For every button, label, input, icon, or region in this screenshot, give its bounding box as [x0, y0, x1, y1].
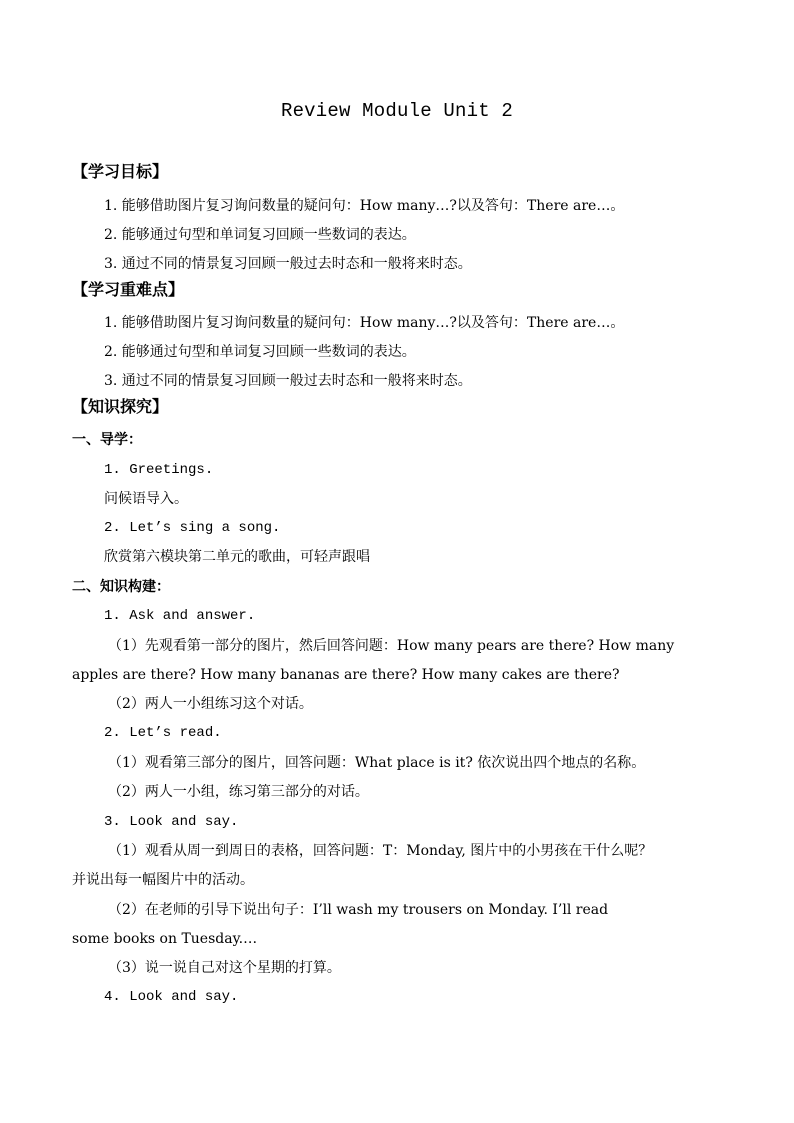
building-line: some books on Tuesday.…: [72, 931, 258, 947]
building-line: 并说出每一幅图片中的活动。: [72, 872, 254, 888]
building-line: 4. Look and say.: [104, 989, 239, 1005]
building-line: 3. Look and say.: [104, 814, 239, 830]
building-line: apples are there? How many bananas are there? How many cakes are there?: [72, 667, 620, 683]
objective-item: 3. 通过不同的情景复习回顾一般过去时态和一般将来时态。: [104, 256, 472, 272]
key-point-item: 1. 能够借助图片复习询问数量的疑问句：How many…?以及答句：There are…。: [104, 315, 625, 331]
building-line: （1）观看第三部分的图片，回答问题：What place is it? 依次说出四个地点的名称。: [108, 755, 646, 771]
objective-item: 2. 能够通过句型和单词复习回顾一些数词的表达。: [104, 227, 416, 243]
section-heading-knowledge-exploration: 【知识探究】: [72, 397, 169, 416]
part-heading-knowledge-building: 二、知识构建：: [72, 579, 170, 595]
part-heading-guided-learning: 一、导学：: [72, 432, 142, 448]
key-point-item: 3. 通过不同的情景复习回顾一般过去时态和一般将来时态。: [104, 373, 472, 389]
section-heading-objectives: 【学习目标】: [72, 162, 169, 181]
building-line: 2. Let’s read.: [104, 725, 222, 741]
building-line: （2）两人一小组练习这个对话。: [108, 696, 313, 712]
building-line: （2）在老师的引导下说出句子：I’ll wash my trousers on Monday. I’ll read: [108, 902, 609, 918]
objective-item: 1. 能够借助图片复习询问数量的疑问句：How many…?以及答句：There are…。: [104, 198, 625, 214]
guided-line: 问候语导入。: [104, 491, 188, 507]
building-line: 1. Ask and answer.: [104, 608, 256, 624]
document-title: Review Module Unit 2: [280, 100, 514, 122]
building-line: （1）观看从周一到周日的表格，回答问题：T：Monday, 图片中的小男孩在干什么呢？: [108, 843, 653, 859]
guided-line: 1. Greetings.: [104, 462, 214, 478]
building-line: （2）两人一小组，练习第三部分的对话。: [108, 784, 369, 800]
building-line: （3）说一说自己对这个星期的打算。: [108, 960, 341, 976]
section-heading-key-points: 【学习重难点】: [72, 280, 185, 299]
building-line: （1）先观看第一部分的图片，然后回答问题：How many pears are there? How many: [108, 638, 675, 654]
guided-line: 欣赏第六模块第二单元的歌曲，可轻声跟唱: [104, 549, 370, 565]
guided-line: 2. Let’s sing a song.: [104, 520, 281, 536]
key-point-item: 2. 能够通过句型和单词复习回顾一些数词的表达。: [104, 344, 416, 360]
